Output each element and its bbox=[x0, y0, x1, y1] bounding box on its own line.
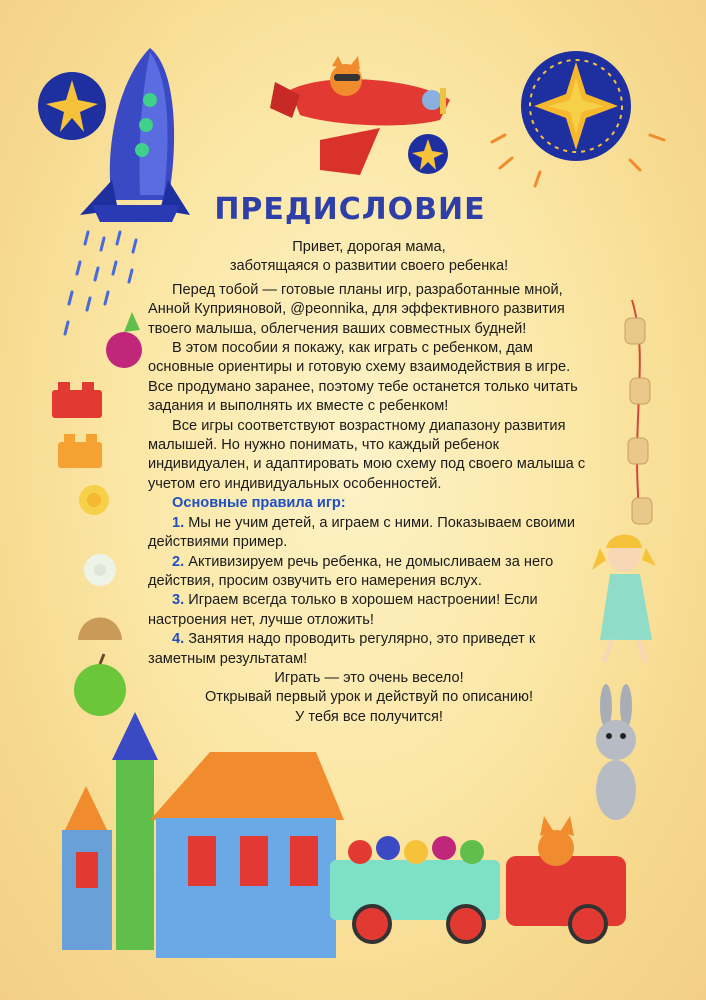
greeting-line: заботящаяся о развитии своего ребенка! bbox=[229, 258, 509, 275]
rain-dashes bbox=[65, 232, 136, 334]
small-star-circle-icon bbox=[408, 134, 448, 174]
lego-brick-red-icon bbox=[52, 382, 102, 418]
star-circle-icon bbox=[38, 72, 106, 140]
shell-icon bbox=[78, 618, 122, 641]
rule-number: 4. bbox=[172, 631, 185, 648]
flower-icon bbox=[79, 485, 109, 515]
rule-text: Активизируем речь ребенка, не домысливаем за него действия, просим озвучить его намерения вслух. bbox=[148, 553, 554, 589]
radish-icon bbox=[106, 312, 142, 368]
rule-text: Играем всегда только в хорошем настроении! Если настроения нет, лучше отложить! bbox=[148, 592, 538, 628]
rule-number: 3. bbox=[172, 592, 185, 609]
bead-string bbox=[625, 300, 652, 524]
preface-text bbox=[148, 238, 590, 727]
rule-item bbox=[148, 591, 590, 630]
doll-icon bbox=[592, 535, 656, 663]
paragraph: Перед тобой — готовые планы игр, разработанные мной, Анной Куприяновой, @peonnika, для эффективного развития твоего малыша, облегчения ваших совместных будней! bbox=[148, 281, 565, 337]
page-title: ПРЕДИСЛОВИЕ bbox=[214, 192, 486, 227]
rule-text: Мы не учим детей, а играем с ними. Показываем своими действиями пример. bbox=[148, 514, 575, 551]
big-star-circle-icon bbox=[521, 51, 631, 161]
rule-item bbox=[148, 553, 590, 592]
house-tower-icon bbox=[62, 712, 158, 950]
paragraph: В этом пособии я покажу, как играть с ребенком, дам основные ориентиры и готовую схему взаимодействия в игре. Все продумано заранее, поэтому тебе останется только читать задания и выполнять их вместе с ребенком! bbox=[148, 340, 578, 415]
bunny-icon bbox=[596, 684, 636, 820]
rule-number: 1. bbox=[172, 514, 185, 531]
rule-number: 2. bbox=[172, 553, 185, 570]
apple-icon bbox=[74, 654, 126, 716]
rules-heading: Основные правила игр: bbox=[172, 495, 346, 512]
greeting-line: Привет, дорогая мама, bbox=[292, 239, 446, 255]
house-icon bbox=[150, 752, 344, 958]
paragraph: Все игры соответствуют возрастному диапазону развития малышей. Но нужно понимать, что каждый ребенок индивидуален, и адаптировать мою схему под своего малыша с учетом его индивидуальных особенностей. bbox=[148, 417, 586, 492]
rule-text: Занятия надо проводить регулярно, это приведет к заметным результатам! bbox=[148, 631, 536, 667]
closing-line: Открывай первый урок и действуй по описанию! bbox=[204, 689, 534, 706]
flower-white-icon bbox=[84, 554, 116, 586]
rule-item bbox=[148, 514, 590, 553]
closing-line: Играть — это очень весело! bbox=[274, 669, 464, 686]
truck-icon bbox=[330, 816, 626, 942]
lego-brick-orange-icon bbox=[58, 434, 102, 468]
rule-item bbox=[148, 630, 590, 669]
closing-line: У тебя все получится! bbox=[295, 708, 443, 725]
